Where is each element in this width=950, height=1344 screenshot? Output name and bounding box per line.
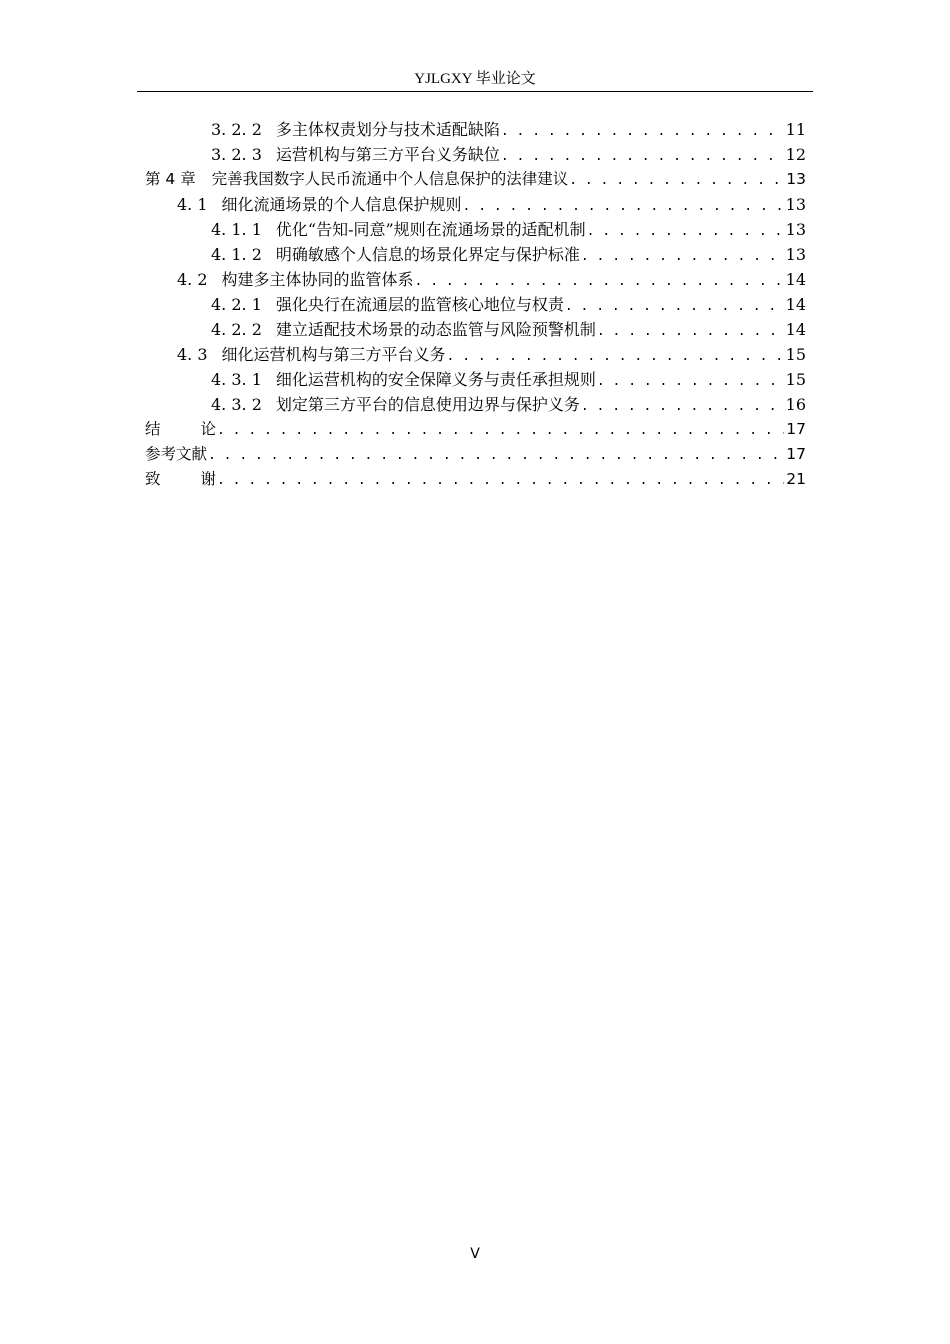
toc-entry-page: 17 (786, 445, 806, 463)
toc-entry[interactable] (145, 142, 806, 167)
toc-entry-title (211, 367, 596, 392)
toc-entry[interactable] (145, 242, 806, 267)
toc-entry-title (211, 317, 596, 342)
toc-entry-text: 细化流通场景的个人信息保护规则 (221, 195, 462, 214)
toc-entry[interactable] (145, 292, 806, 317)
toc-entry-number: 3. 2. 3 (211, 145, 262, 164)
toc-entry[interactable] (145, 342, 806, 367)
toc-entry[interactable] (145, 217, 806, 242)
toc-entry-number: 4. 2. 1 (211, 295, 262, 314)
toc-entry-text: 运营机构与第三方平台义务缺位 (275, 145, 500, 164)
toc-entry-text: 划定第三方平台的信息使用边界与保护义务 (275, 395, 580, 414)
toc-dot-leader (501, 144, 784, 169)
toc-entry-title (177, 342, 446, 367)
toc-entry[interactable] (145, 267, 806, 292)
toc-entry-text: 明确敏感个人信息的场景化界定与保护标准 (275, 245, 580, 264)
toc-dot-leader (501, 119, 784, 144)
toc-entry-text: 结论 (145, 420, 257, 438)
toc-entry-number: 4. 3 (177, 345, 208, 364)
toc-entry[interactable] (145, 317, 806, 342)
toc-entry-number: 4. 3. 1 (211, 370, 262, 389)
toc-entry-number: 4. 3. 2 (211, 395, 262, 414)
toc-entry-title (211, 217, 586, 242)
toc-entry-conclusion[interactable] (145, 417, 806, 442)
toc-entry-page: 13 (785, 195, 806, 214)
toc-entry-text: 致谢 (145, 470, 257, 488)
toc-entry-number: 4. 1. 1 (211, 220, 262, 239)
toc-entry-text: 多主体权责划分与技术适配缺陷 (275, 120, 500, 139)
toc-entry-page: 13 (785, 245, 806, 264)
toc-entry-title (211, 142, 500, 167)
toc-dot-leader (217, 468, 784, 493)
toc-entry-number: 3. 2. 2 (211, 120, 262, 139)
toc-entry-text: 细化运营机构与第三方平台义务 (221, 345, 446, 364)
toc-dot-leader (587, 219, 784, 244)
toc-entry-page: 13 (786, 170, 806, 188)
toc-entry[interactable] (145, 367, 806, 392)
toc-entry-page: 12 (785, 145, 806, 164)
toc-dot-leader (463, 194, 784, 219)
toc-entry-page: 17 (786, 420, 806, 438)
toc-entry[interactable] (145, 192, 806, 217)
toc-entry-text: 完善我国数字人民币流通中个人信息保护的法律建议 (211, 170, 569, 188)
toc-dot-leader (597, 319, 784, 344)
toc-entry-text: 构建多主体协同的监管体系 (221, 270, 414, 289)
toc-entry-page: 14 (785, 295, 806, 314)
toc-entry-title (177, 192, 462, 217)
table-of-contents (145, 117, 806, 492)
toc-entry-title (145, 167, 568, 192)
toc-entry-page: 14 (785, 320, 806, 339)
page-number: V (470, 1246, 480, 1262)
toc-entry-acknowledgements[interactable] (145, 467, 806, 492)
toc-entry-page: 21 (786, 470, 806, 488)
toc-entry-text: 参考文献 (145, 445, 208, 463)
toc-entry-number: 第 4 章 (145, 170, 196, 188)
toc-dot-leader (208, 443, 784, 468)
toc-entry-chapter[interactable] (145, 167, 806, 192)
toc-entry-text: 强化央行在流通层的监管核心地位与权责 (275, 295, 564, 314)
toc-entry[interactable] (145, 117, 806, 142)
toc-entry-page: 11 (785, 120, 806, 139)
toc-entry-page: 15 (785, 345, 806, 364)
toc-dot-leader (217, 418, 784, 443)
toc-dot-leader (581, 244, 784, 269)
toc-entry[interactable] (145, 392, 806, 417)
toc-dot-leader (569, 168, 784, 193)
running-header: YJLGXY 毕业论文 (414, 71, 536, 87)
toc-dot-leader (597, 369, 784, 394)
toc-entry-page: 16 (785, 395, 806, 414)
toc-dot-leader (581, 394, 784, 419)
header-rule (137, 91, 813, 92)
toc-entry-number: 4. 1 (177, 195, 208, 214)
toc-entry-page: 13 (785, 220, 806, 239)
toc-entry-text: 优化“告知-同意”规则在流通场景的适配机制 (275, 220, 586, 239)
toc-dot-leader (447, 344, 784, 369)
toc-entry-page: 15 (785, 370, 806, 389)
toc-entry-page: 14 (785, 270, 806, 289)
toc-entry-title (211, 392, 580, 417)
toc-entry-number: 4. 2. 2 (211, 320, 262, 339)
toc-entry-title (211, 242, 580, 267)
toc-entry-title (211, 292, 564, 317)
toc-entry-title (211, 117, 500, 142)
toc-entry-number: 4. 2 (177, 270, 208, 289)
toc-entry-number: 4. 1. 2 (211, 245, 262, 264)
toc-entry-text: 细化运营机构的安全保障义务与责任承担规则 (275, 370, 596, 389)
toc-entry-references[interactable] (145, 442, 806, 467)
toc-entry-text: 建立适配技术场景的动态监管与风险预警机制 (275, 320, 596, 339)
toc-dot-leader (565, 294, 784, 319)
toc-entry-title (177, 267, 414, 292)
toc-dot-leader (415, 269, 784, 294)
